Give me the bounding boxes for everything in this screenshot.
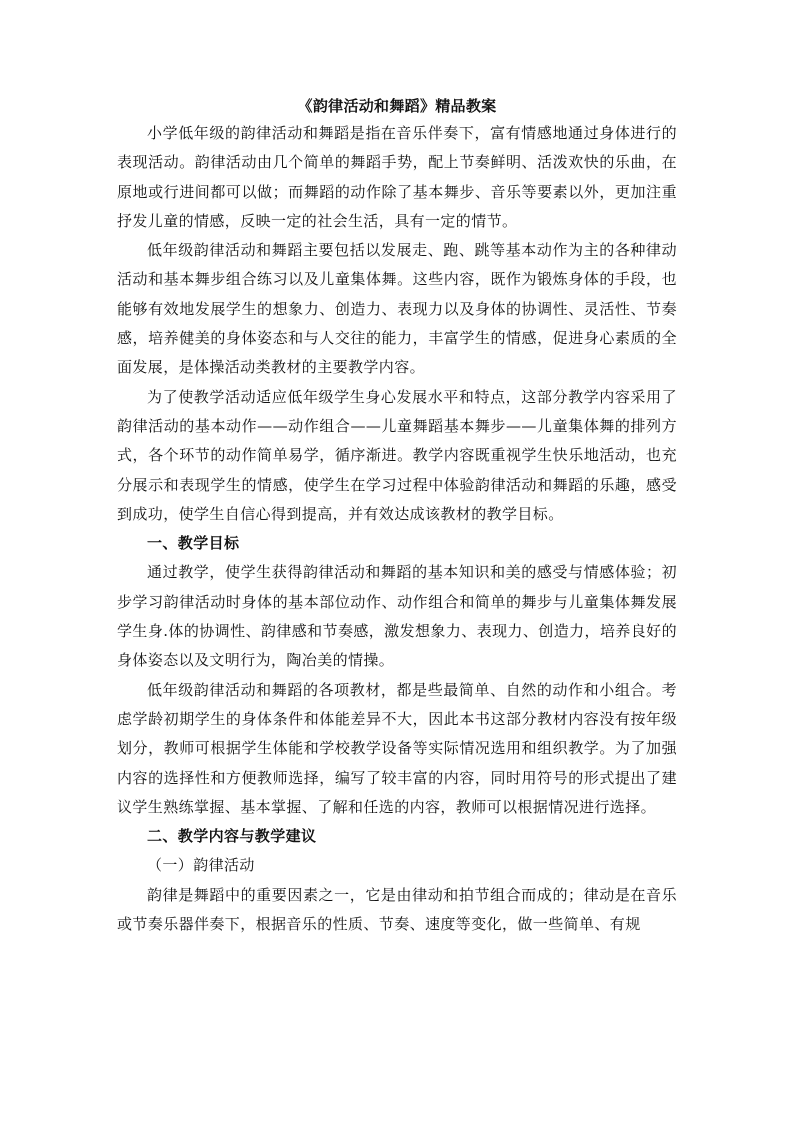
rhythm-paragraph: 韵律是舞蹈中的重要因素之一，它是由律动和拍节组合而成的；律动是在音乐或节奏乐器伴奏下，根据音乐的性质、节奏、速度等变化，做一些简单、有规 (117, 885, 677, 934)
subsection-heading-rhythm-activity: （一）韵律活动 (147, 856, 255, 875)
document-title: 《韵律活动和舞蹈》精品教案 (297, 97, 497, 115)
intro-paragraph-3: 为了使教学活动适应低年级学生身心发展水平和特点，这部分教学内容采用了韵律活动的基本动作——动作组合——儿童舞蹈基本舞步——儿童集体舞的排列方式，各个环节的动作简单易学，循序渐进。教学内容既重视学生快乐地活动，也充分展示和表现学生的情感，使学生在学习过程中体验韵律活动和舞蹈的乐趣，感受到成功，使学生自信心得到提高，并有效达成该教材的教学目标。 (117, 387, 677, 523)
intro-paragraph-1: 小学低年级的韵律活动和舞蹈是指在音乐伴奏下，富有情感地通过身体进行的表现活动。韵律活动由几个简单的舞蹈手势，配上节奏鲜明、活泼欢快的乐曲，在原地或行进间都可以做；而舞蹈的动作除了基本舞步、音乐等要素以外，更加注重抒发儿童的情感，反映一定的社会生活，具有一定的情节。 (117, 124, 677, 230)
section-heading-content-and-suggestions: 二、教学内容与教学建议 (147, 827, 317, 846)
section-heading-teaching-goals: 一、教学目标 (147, 534, 240, 553)
goals-paragraph-2: 低年级韵律活动和舞蹈的各项教材，都是些最简单、自然的动作和小组合。考虑学龄初期学生的身体条件和体能差异不大，因此本书这部分教材内容没有按年级划分，教师可根据学生体能和学校教学设备等实际情况选用和组织教学。为了加强内容的选择性和方便教师选择，编写了较丰富的内容，同时用符号的形式提出了建议学生熟练掌握、基本掌握、了解和任选的内容，教师可以根据情况进行选择。 (117, 680, 677, 816)
goals-paragraph-1: 通过教学，使学生获得韵律活动和舞蹈的基本知识和美的感受与情感体验；初步学习韵律活动时身体的基本部位动作、动作组合和简单的舞步与儿童集体舞发展学生身.体的协调性、韵律感和节奏感，激发想象力、表现力、创造力，培养良好的身体姿态以及文明行为，陶冶美的情操。 (117, 563, 677, 670)
document-page (117, 95, 677, 939)
intro-paragraph-2: 低年级韵律活动和舞蹈主要包括以发展走、跑、跳等基本动作为主的各种律动活动和基本舞步组合练习以及儿童集体舞。这些内容，既作为锻炼身体的手段，也能够有效地发展学生的想象力、创造力、表现力以及身体的协调性、灵活性、节奏感，培养健美的身体姿态和与人交往的能力，丰富学生的情感，促进身心素质的全面发展，是体操活动类教材的主要教学内容。 (117, 241, 677, 377)
